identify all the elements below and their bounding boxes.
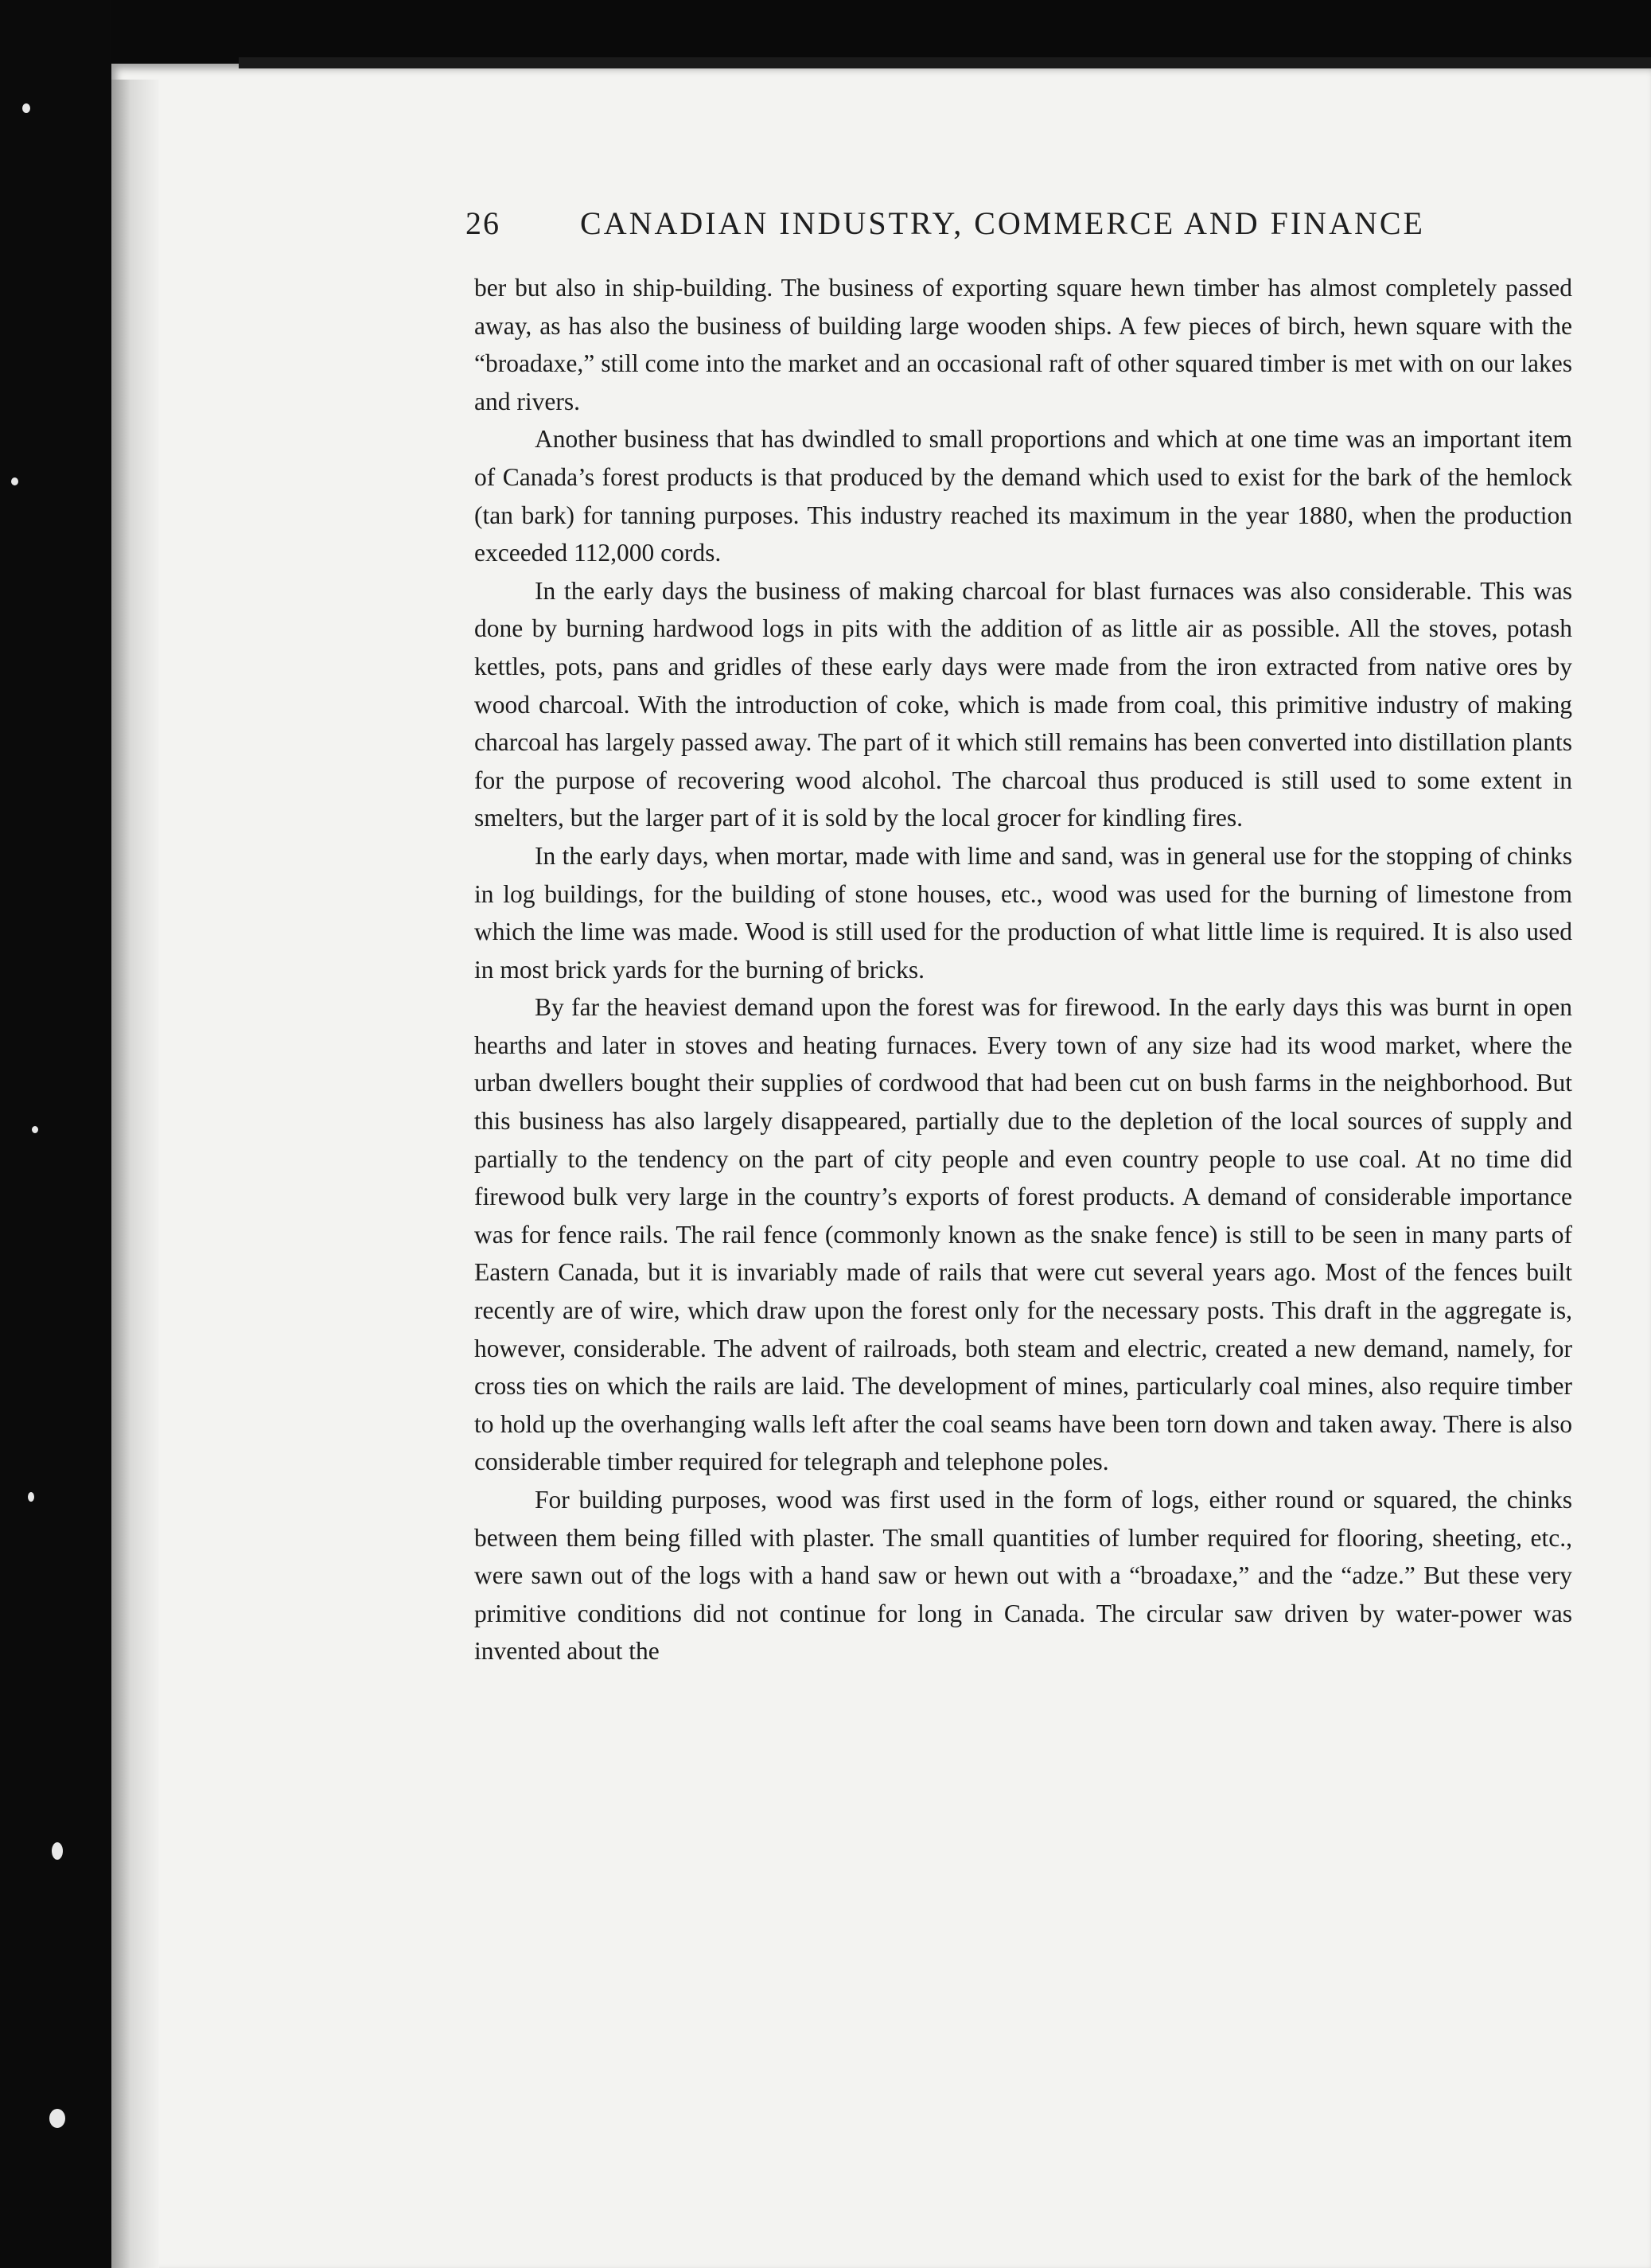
scan-border-top: [0, 0, 1651, 64]
margin-speck: [22, 103, 30, 113]
scan-border-left: [0, 0, 111, 2268]
paragraph: For building purposes, wood was first used in the form of logs, either round or squared, the chinks between them being filled with plaster. The small quantities of lumber required for flooring, sheeting, etc., were sawn out of the logs with a hand saw or hewn out with a “broadaxe,” and the “adze.” But these very primitive conditions did not continue for long in Canada. The circular saw driven by water-power was invented about the: [474, 1486, 1572, 1666]
running-head: CANADIAN INDUSTRY, COMMERCE AND FINANCE: [580, 205, 1425, 241]
page-number: 26: [465, 205, 500, 241]
paragraph: In the early days, when mortar, made with lime and sand, was in general use for the stopping of chinks in log buildings, for the building of stone houses, etc., wood was used for the burning of limestone from which the lime was made. Wood is still used for the production of what little lime is required. It is also used in most brick yards for the burning of bricks.: [474, 841, 1572, 984]
page-header: [465, 203, 1428, 243]
paragraph: In the early days the business of making charcoal for blast furnaces was also considerable. This was done by burning hardwood logs in pits with the addition of as little air as possible. All the stoves, potash kettles, pots, pans and gridles of these early days were made from the iron extracted from native ores by wood charcoal. With the introduction of coke, which is made from coal, this primitive industry of making charcoal has largely passed away. The part of it which still remains has been converted into distillation plants for the purpose of recovering wood alcohol. The charcoal thus produced is still used to some extent in smelters, but the larger part of it is sold by the local grocer for kindling fires.: [474, 576, 1572, 832]
margin-speck: [32, 1126, 38, 1133]
page-edge-shadow: [111, 80, 159, 2268]
paragraph: ber but also in ship-building. The business of exporting square hewn timber has almost completely passed away, as has also the business of building large wooden ships. A few pieces of birch, hewn square with the “broadaxe,” still come into the market and an occasional raft of other squared timber is met with on our lakes and rivers.: [474, 274, 1572, 415]
margin-speck: [52, 1842, 63, 1860]
margin-speck: [11, 477, 18, 485]
margin-speck: [49, 2109, 65, 2128]
body-text: [474, 269, 1572, 1670]
paragraph: By far the heaviest demand upon the forest was for firewood. In the early days this was burnt in open hearths and later in stoves and heating furnaces. Every town of any size had its wood market, where the urban dwellers bought their supplies of cordwood that had been cut on bush farms in the neighborhood. But this business has also largely disappeared, partially due to the depletion of the local sources of supply and partially to the tendency on the part of city people and even country people to use coal. At no time did firewood bulk very large in the country’s exports of forest products. A demand of considerable importance was for fence rails. The rail fence (commonly known as the snake fence) is still to be seen in many parts of Eastern Canada, but it is invariably made of rails that were cut several years ago. Most of the fences built recently are of wire, which draw upon the forest only for the necessary posts. This draft in the aggregate is, however, considerable. The advent of railroads, both steam and electric, created a new demand, namely, for cross ties on which the rails are laid. The development of mines, particularly coal mines, also require timber to hold up the overhanging walls left after the coal seams have been torn down and taken away. There is also considerable timber required for telegraph and telephone poles.: [474, 993, 1572, 1476]
paragraph: Another business that has dwindled to small proportions and which at one time was an important item of Canada’s forest products is that produced by the demand which used to exist for the bark of the hemlock (tan bark) for tanning purposes. This industry reached its maximum in the year 1880, when the production exceeded 112,000 cords.: [474, 425, 1572, 567]
margin-speck: [28, 1492, 34, 1502]
page-top-edge: [239, 57, 1651, 68]
